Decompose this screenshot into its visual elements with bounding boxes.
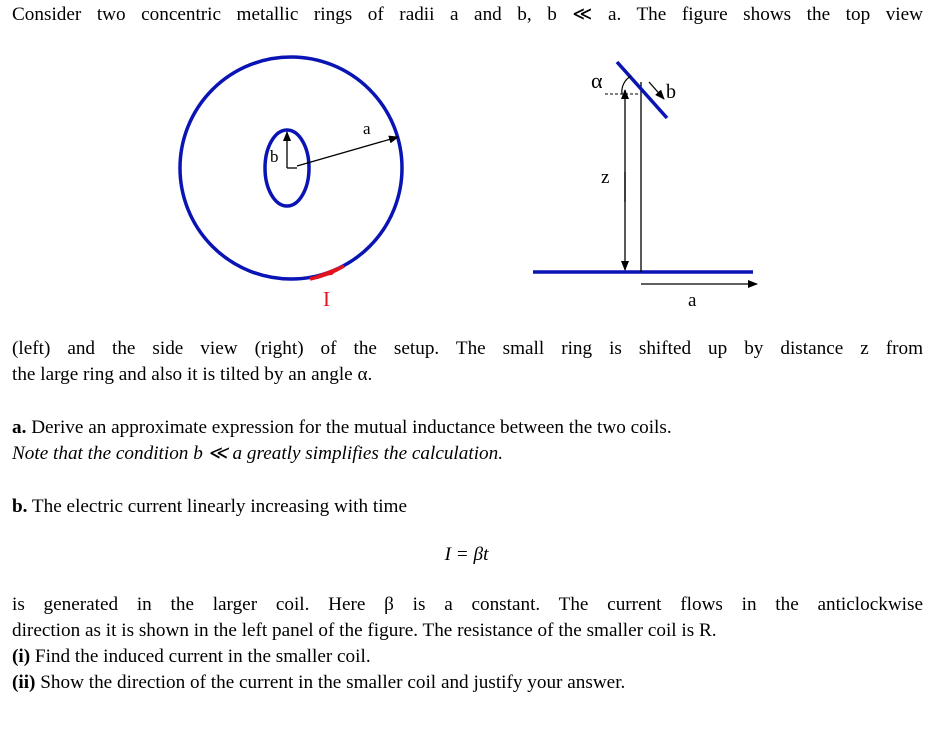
part-b-text: The electric current linearly increasing with time bbox=[27, 496, 407, 517]
item-ii-label: (ii) bbox=[12, 672, 36, 693]
part-b-text-3: direction as it is shown in the left panel of the figure. The resistance of the smaller coil is R. bbox=[12, 620, 717, 641]
item-i-text: Find the induced current in the smaller coil. bbox=[30, 646, 371, 667]
intro-line-1 bbox=[12, 2, 923, 28]
item-i-line bbox=[12, 644, 923, 670]
intro-text-1: Consider two concentric metallic rings of radii a and b, b ≪ a. The figure shows the top view bbox=[12, 4, 923, 25]
label-a-right: a bbox=[688, 290, 697, 311]
label-current: I bbox=[323, 287, 330, 311]
label-alpha: α bbox=[591, 68, 603, 93]
radius-a-arrow bbox=[297, 137, 398, 166]
label-b-left: b bbox=[270, 147, 279, 166]
side-view-figure bbox=[525, 52, 775, 327]
current-arc bbox=[310, 266, 344, 279]
equation: I = βt bbox=[444, 544, 489, 565]
part-a-line bbox=[12, 415, 923, 441]
label-z: z bbox=[601, 167, 610, 188]
item-ii-text: Show the direction of the current in the smaller coil and justify your answer. bbox=[35, 672, 626, 693]
part-a-note: Note that the condition b ≪ a greatly simplifies the calculation. bbox=[12, 443, 504, 464]
intro-text-2: (left) and the side view (right) of the setup. The small ring is shifted up by distance z from bbox=[12, 338, 923, 359]
part-b-label: b. bbox=[12, 496, 28, 517]
top-view-figure bbox=[160, 40, 420, 320]
part-a-note-line bbox=[12, 441, 923, 467]
label-a-left: a bbox=[363, 119, 371, 138]
part-a-text: Derive an approximate expression for the mutual inductance between the two coils. bbox=[26, 417, 672, 438]
intro-text-3: the large ring and also it is tilted by an angle α. bbox=[12, 364, 373, 385]
b-arrow bbox=[649, 82, 664, 99]
label-b-right: b bbox=[666, 81, 676, 103]
item-ii-line bbox=[12, 670, 923, 696]
intro-line-2 bbox=[12, 336, 923, 362]
part-b-line bbox=[12, 494, 923, 520]
item-i-label: (i) bbox=[12, 646, 31, 667]
part-b-line-3 bbox=[12, 618, 923, 644]
part-b-line-2 bbox=[12, 592, 923, 618]
part-a-label: a. bbox=[12, 417, 27, 438]
intro-line-3 bbox=[12, 362, 923, 388]
part-b-text-2: is generated in the larger coil. Here β is a constant. The current flows in the anticlockwise bbox=[12, 594, 923, 615]
